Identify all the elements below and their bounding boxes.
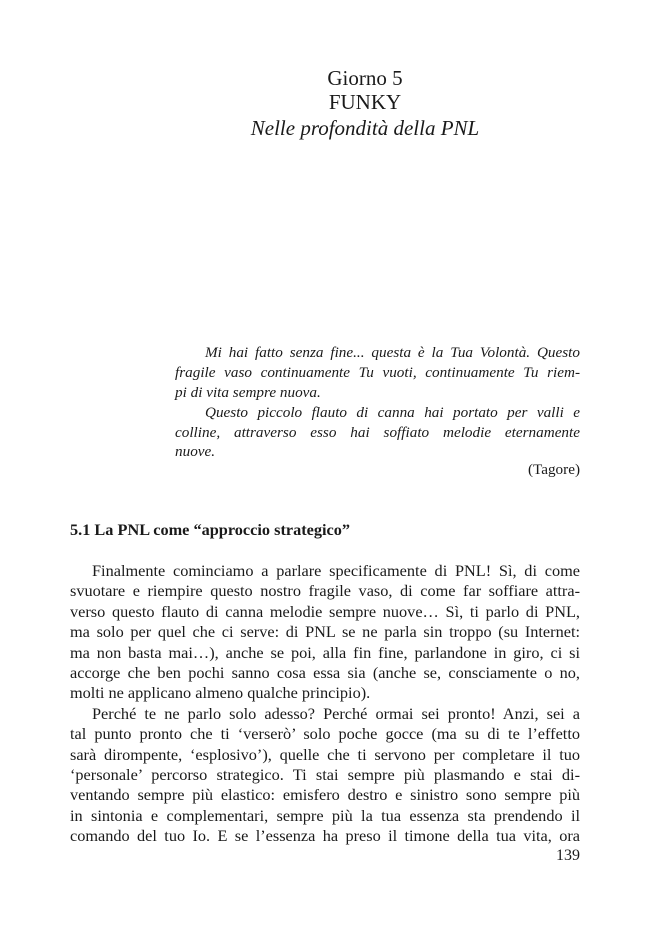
chapter-name: FUNKY: [328, 90, 402, 114]
body-line: ventando sempre più elastico: emisfero destro e sinistro sono sempre più: [70, 785, 580, 804]
body-line: Perché te ne parlo solo adesso? Perché ormai sei pronto! Anzi, sei a: [92, 704, 580, 723]
epigraph-line: nuove.: [175, 443, 216, 460]
epigraph-attribution: (Tagore): [527, 461, 580, 478]
body-line: ‘personale’ percorso strategico. Ti stai sempre più plasmando e stai di-: [70, 765, 580, 784]
body-line: svuotare e riempire questo nostro fragile vaso, di come far soffiare attra-: [70, 581, 580, 600]
body-line: tal punto pronto che ti ‘verserò’ solo poche gocce (ma su di te l’effetto: [70, 724, 580, 743]
chapter-subtitle: Nelle profondità della PNL: [250, 116, 480, 140]
epigraph-line: fragile vaso continuamente Tu vuoti, continuamente Tu riem-: [175, 364, 580, 381]
section-heading: 5.1 La PNL come “approccio strategico”: [70, 520, 351, 539]
body-line: molti ne applicano almeno qualche principio).: [70, 683, 371, 702]
body-line: ma solo per quel che ci serve: di PNL se ne parla sin troppo (su Internet:: [70, 622, 580, 641]
chapter-day: Giorno 5: [327, 66, 403, 90]
body-line: comando del tuo Io. E se l’essenza ha preso il timone della tua vita, ora: [70, 826, 580, 845]
page-number: 139: [556, 847, 580, 864]
body-line: sarà dirompente, ‘esplosivo’), quelle che ti servono per completare il tuo: [70, 745, 580, 764]
epigraph-line: Questo piccolo flauto di canna hai portato per valli e: [205, 404, 580, 421]
body-line: Finalmente cominciamo a parlare specificamente di PNL! Sì, di come: [92, 561, 580, 580]
body-line: ma non basta mai…), anche se poi, alla fin fine, parlandone in giro, ci si: [70, 643, 580, 662]
epigraph-line: Mi hai fatto senza fine... questa è la Tua Volontà. Questo: [205, 344, 580, 361]
epigraph-line: pi di vita sempre nuova.: [175, 384, 321, 401]
epigraph-line: colline, attraverso esso hai soffiato melodie eternamente: [175, 424, 580, 441]
body-line: verso questo flauto di canna melodie sempre nuove… Sì, ti parlo di PNL,: [70, 602, 580, 621]
body-line: accorge che ben pochi sanno cosa essa sia (anche se, consciamente o no,: [70, 663, 580, 682]
body-line: in sintonia e complementari, sempre più la tua essenza sta prendendo il: [70, 806, 580, 825]
